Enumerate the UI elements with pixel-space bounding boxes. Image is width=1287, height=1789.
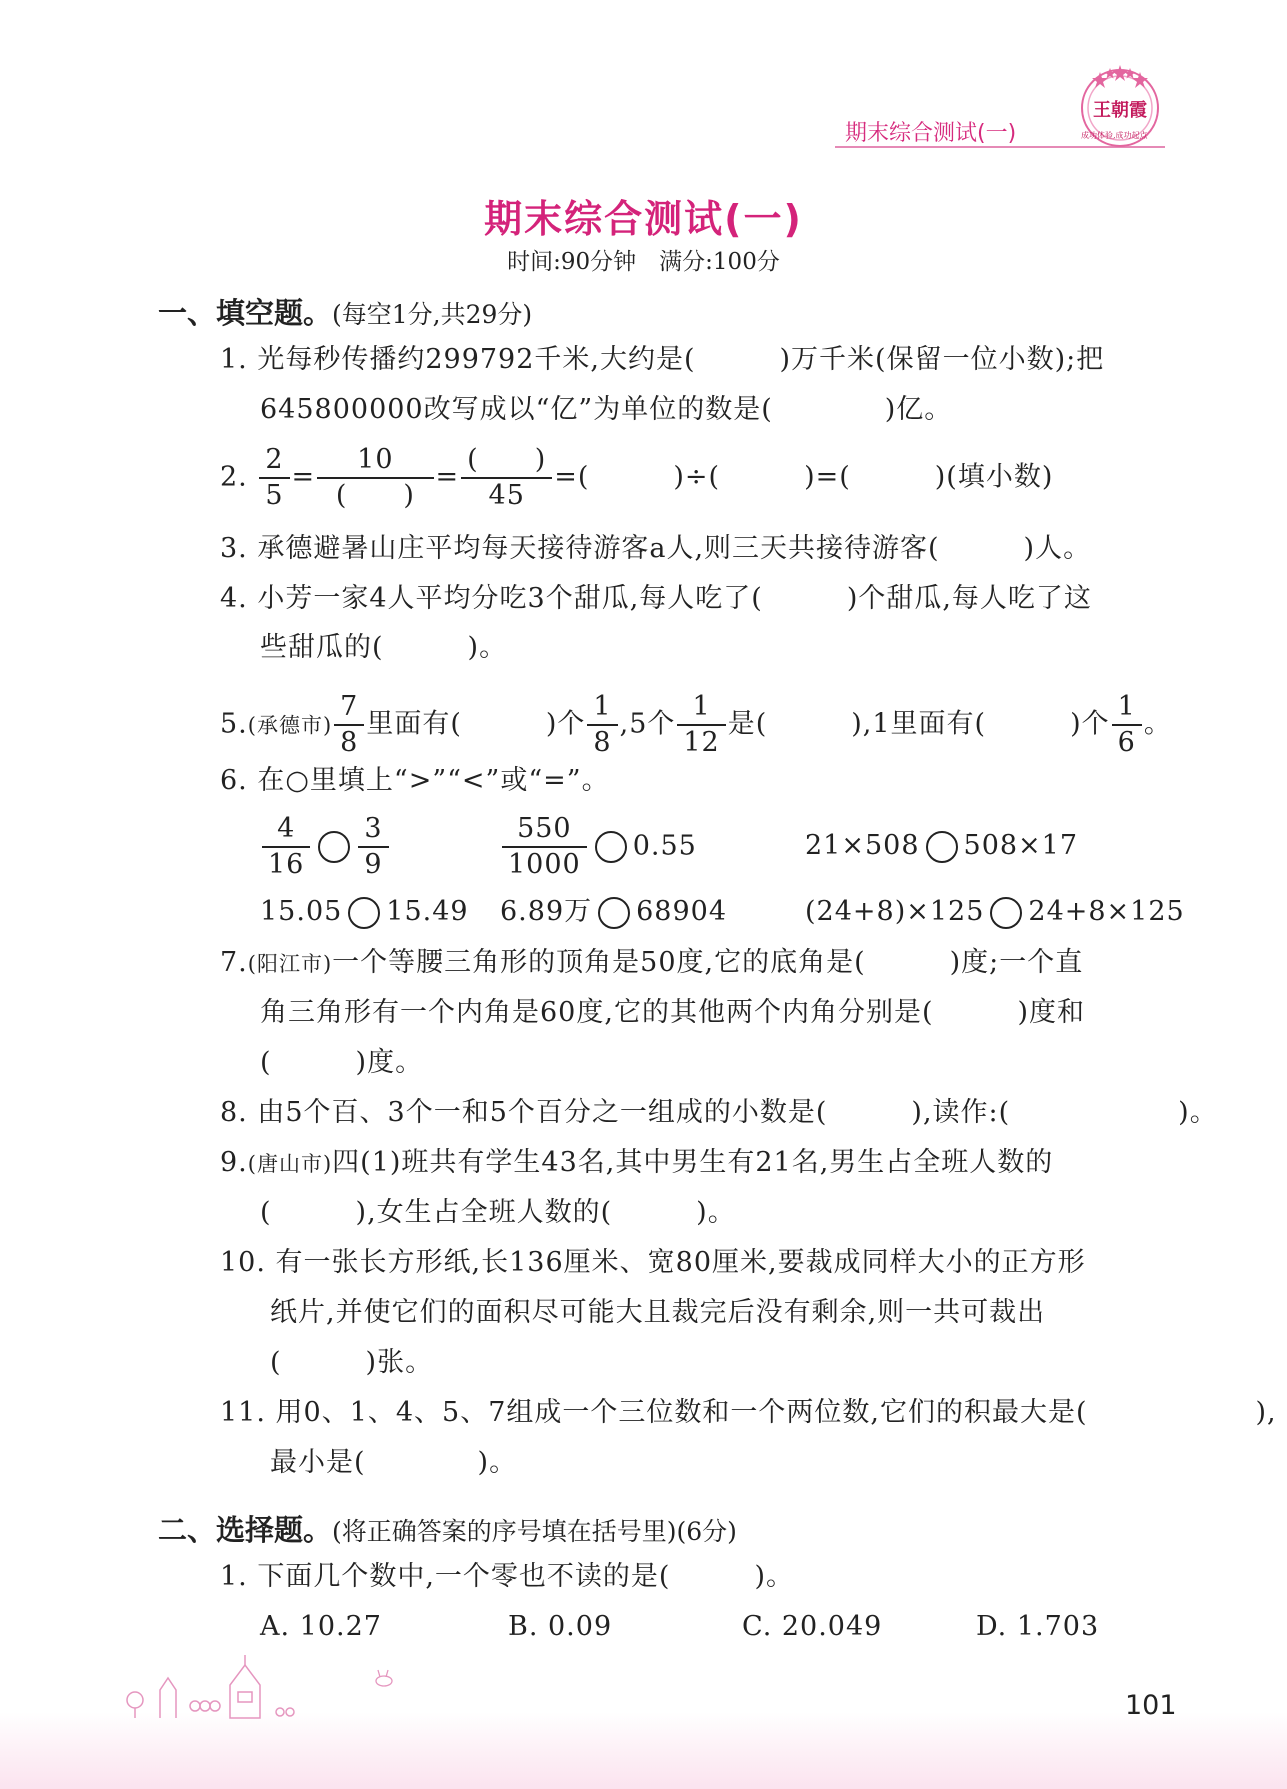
page-title: 期末综合测试(一) bbox=[484, 197, 803, 241]
compare-c-right: 508×17 bbox=[963, 830, 1079, 861]
compare-b-right: 0.55 bbox=[632, 830, 697, 862]
castle-illustration bbox=[120, 1650, 320, 1720]
fraction-550-1000 bbox=[502, 812, 587, 882]
fraction-numerator: 1 bbox=[1112, 690, 1142, 726]
question-2-tail: =( )÷( )=( )(填小数) bbox=[554, 461, 1054, 493]
question-9-label: 9. bbox=[220, 1147, 248, 1178]
compare-d-right: 15.49 bbox=[386, 896, 469, 927]
fraction-numerator: 7 bbox=[334, 690, 364, 726]
fraction-1-12 bbox=[677, 690, 725, 760]
section2-note: (将正确答案的序号填在括号里)(6分) bbox=[332, 1517, 737, 1546]
fraction-numerator: 10 bbox=[317, 443, 433, 479]
question-11-line-2: 最小是( )。 bbox=[270, 1447, 518, 1478]
question-3: 3. 承德避暑山庄平均每天接待游客a人,则三天共接待游客( )人。 bbox=[220, 533, 1092, 564]
compare-b bbox=[500, 812, 697, 882]
brand-logo-text: 王朝霞 bbox=[1093, 100, 1147, 121]
fraction-2-5 bbox=[259, 443, 289, 513]
question-2: 2. $\frac{2}{5}$ = $\frac{10}{( )}$ = $\frac{( )}{45}$ =( )÷( )=( )(填小数) bbox=[220, 444, 1054, 511]
question-5 bbox=[220, 690, 1172, 760]
question-5-text-1: 里面有( )个 bbox=[366, 708, 586, 740]
question-9-line-2: ( ),女生占全班人数的( )。 bbox=[260, 1197, 736, 1228]
fraction-7-8 bbox=[334, 690, 364, 760]
question-5-text-2: ,5个 bbox=[619, 708, 676, 740]
fraction-numerator: ( ) bbox=[461, 443, 552, 479]
compare-circle-input[interactable] bbox=[318, 831, 350, 863]
compare-circle-input[interactable] bbox=[348, 897, 380, 929]
compare-e-left: 6.89万 bbox=[500, 896, 593, 927]
fraction-denominator: 8 bbox=[593, 727, 612, 758]
question-5-text-4: 。 bbox=[1143, 708, 1172, 740]
fraction-denominator: 45 bbox=[488, 480, 525, 511]
compare-circle-input[interactable] bbox=[926, 831, 958, 863]
choice-question-1: 1. 下面几个数中,一个零也不读的是( )。 bbox=[220, 1561, 794, 1592]
fraction-denominator: 1000 bbox=[508, 849, 581, 880]
question-7-line-2: 角三角形有一个内角是60度,它的其他两个内角分别是( )度和 bbox=[260, 997, 1086, 1028]
brand-logo bbox=[1075, 60, 1165, 150]
fraction-denominator: ( ) bbox=[335, 480, 415, 511]
brand-logo-sub: 成功体验,成功起点 bbox=[1081, 131, 1148, 140]
question-5-text-3: 是( ),1里面有( )个 bbox=[727, 708, 1110, 740]
fraction-numerator: 4 bbox=[262, 812, 310, 848]
page-number: 101 bbox=[1125, 1690, 1177, 1721]
choice-option-c[interactable]: C. 20.049 bbox=[742, 1611, 883, 1642]
question-7-text-1: 一个等腰三角形的顶角是50度,它的底角是( )度;一个直 bbox=[332, 947, 1084, 978]
page-subtitle: 时间:90分钟 满分:100分 bbox=[507, 249, 780, 275]
question-6-stem: 6. 在○里填上“>”“<”或“=”。 bbox=[220, 765, 610, 796]
compare-circle-input[interactable] bbox=[595, 831, 627, 863]
fraction-1-6 bbox=[1112, 690, 1142, 760]
compare-a bbox=[260, 812, 391, 882]
compare-d bbox=[260, 895, 469, 929]
question-4-line-1: 4. 小芳一家4人平均分吃3个甜瓜,每人吃了( )个甜瓜,每人吃了这 bbox=[220, 583, 1092, 614]
compare-d-left: 15.05 bbox=[260, 896, 343, 927]
question-5-label: 5. bbox=[220, 708, 248, 740]
question-7-line-3: ( )度。 bbox=[260, 1047, 424, 1078]
question-10-line-3: ( )张。 bbox=[270, 1347, 434, 1378]
question-2-label: 2. bbox=[220, 461, 248, 493]
compare-circle-input[interactable] bbox=[990, 897, 1022, 929]
fraction-3-9 bbox=[358, 812, 388, 882]
question-9-text-1: 四(1)班共有学生43名,其中男生有21名,男生占全班人数的 bbox=[332, 1147, 1054, 1178]
fraction-denominator: 8 bbox=[340, 727, 359, 758]
footer-band bbox=[0, 1712, 1287, 1789]
question-11-line-1: 11. 用0、1、4、5、7组成一个三位数和一个两位数,它们的积最大是( ), bbox=[220, 1397, 1277, 1428]
question-8: 8. 由5个百、3个一和5个百分之一组成的小数是( ),读作:( )。 bbox=[220, 1097, 1218, 1128]
fraction-numerator: 1 bbox=[677, 690, 725, 726]
section1-title: 一、填空题。 bbox=[158, 296, 333, 330]
question-4-line-2: 些甜瓜的( )。 bbox=[260, 632, 508, 663]
fraction-1-8 bbox=[587, 690, 617, 760]
compare-f-right: 24+8×125 bbox=[1028, 896, 1185, 927]
fraction-denominator: 16 bbox=[268, 849, 305, 880]
fraction-10-blank bbox=[317, 443, 433, 513]
question-7-label: 7. bbox=[220, 947, 248, 978]
question-1-line-2: 645800000改写成以“亿”为单位的数是( )亿。 bbox=[260, 394, 953, 425]
question-10-line-1: 10. 有一张长方形纸,长136厘米、宽80厘米,要裁成同样大小的正方形 bbox=[220, 1247, 1086, 1278]
bunny-icon bbox=[372, 1668, 396, 1688]
section1-note: (每空1分,共29分) bbox=[332, 300, 533, 329]
compare-c-left: 21×508 bbox=[805, 830, 920, 861]
fraction-denominator: 6 bbox=[1117, 727, 1136, 758]
fraction-numerator: 1 bbox=[587, 690, 617, 726]
question-10-line-2: 纸片,并使它们的面积尽可能大且裁完后没有剩余,则一共可裁出 bbox=[270, 1297, 1046, 1328]
question-7-line-1 bbox=[220, 946, 1083, 981]
section2-title: 二、选择题。 bbox=[158, 1513, 333, 1547]
fraction-denominator: 5 bbox=[265, 480, 284, 511]
section2-heading bbox=[158, 1508, 737, 1549]
fraction-numerator: 550 bbox=[502, 812, 587, 848]
fraction-denominator: 12 bbox=[683, 727, 720, 758]
question-7-city: (阳江市) bbox=[247, 952, 333, 976]
fraction-blank-45 bbox=[461, 443, 552, 513]
fraction-4-16 bbox=[262, 812, 310, 882]
compare-f-left: (24+8)×125 bbox=[805, 896, 985, 927]
choice-option-d[interactable]: D. 1.703 bbox=[976, 1611, 1100, 1642]
header-tag: 期末综合测试(一) bbox=[845, 121, 1017, 146]
compare-e bbox=[500, 895, 727, 929]
fraction-numerator: 3 bbox=[358, 812, 388, 848]
compare-c bbox=[805, 829, 1078, 863]
compare-circle-input[interactable] bbox=[598, 897, 630, 929]
fraction-denominator: 9 bbox=[364, 849, 383, 880]
question-9-city: (唐山市) bbox=[247, 1152, 333, 1176]
compare-e-right: 68904 bbox=[636, 896, 728, 927]
choice-option-a[interactable]: A. 10.27 bbox=[260, 1611, 382, 1642]
choice-option-b[interactable]: B. 0.09 bbox=[508, 1611, 613, 1642]
question-5-city: (承德市) bbox=[247, 713, 333, 738]
fraction-numerator: 2 bbox=[259, 443, 289, 479]
question-9-line-1 bbox=[220, 1146, 1053, 1181]
section1-heading bbox=[158, 291, 532, 332]
compare-f bbox=[805, 895, 1185, 929]
question-1-line-1: 1. 光每秒传播约299792千米,大约是( )万千米(保留一位小数);把 bbox=[220, 344, 1105, 375]
